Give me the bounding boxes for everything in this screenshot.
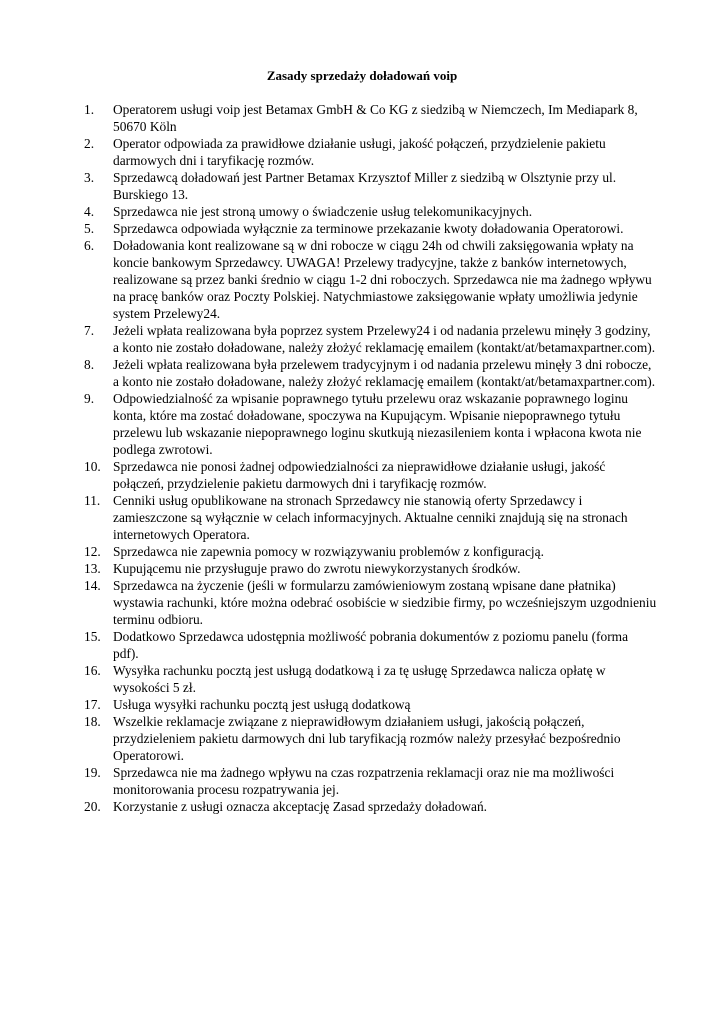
rule-number: 14. [84, 578, 101, 593]
rule-item [84, 798, 657, 815]
rule-number: 20. [84, 799, 101, 814]
rule-text: Dodatkowo Sprzedawca udostępnia możliwość pobrania dokumentów z poziomu panelu (forma pdf). [113, 629, 629, 661]
rule-item [84, 696, 657, 713]
rule-text: Korzystanie z usługi oznacza akceptację Zasad sprzedaży doładowań. [113, 799, 488, 814]
rule-text: Jeżeli wpłata realizowana była przelewem tradycyjnym i od nadania przelewu minęły 3 dni robocze, a konto nie zostało doładowane, należy złożyć reklamację emailem (kontakt/at/betamaxpartner.com). [113, 357, 656, 389]
rule-text: Sprzedawca na życzenie (jeśli w formularzu zamówieniowym zostaną wpisane dane płatnika) wystawia rachunki, które można odebrać osobiście w siedzibie firmy, po wcześniejszym uzgodnieniu terminu odbioru. [113, 578, 657, 627]
rule-number: 6. [84, 238, 95, 253]
rule-text: Odpowiedzialność za wpisanie poprawnego tytułu przelewu oraz wskazanie poprawnego loginu konta, które ma zostać doładowane, spoczywa na Kupującym. Wpisanie niepoprawnego tytułu przelewu lub wskazanie niepoprawnego loginu skutkują niezasileniem konta i wpłacona kwota nie podlega zwrotowi. [113, 391, 642, 457]
rule-number: 18. [84, 714, 101, 729]
rule-item [84, 764, 657, 798]
rule-item [84, 577, 657, 628]
rule-item [84, 543, 657, 560]
rule-number: 10. [84, 459, 101, 474]
rule-item [84, 220, 657, 237]
rule-item [84, 492, 657, 543]
rule-number: 5. [84, 221, 95, 236]
rule-number: 11. [84, 493, 101, 508]
rule-number: 4. [84, 204, 95, 219]
rule-item [84, 662, 657, 696]
rule-text: Sprzedawca nie ponosi żadnej odpowiedzialności za nieprawidłowe działanie usługi, jakość połączeń, przydzielenie pakietu darmowych dni i taryfikację rozmów. [113, 459, 606, 491]
rule-text: Sprzedawca nie ma żadnego wpływu na czas rozpatrzenia reklamacji oraz nie ma możliwości monitorowania procesu rozpatrywania jej. [113, 765, 615, 797]
rule-text: Doładowania kont realizowane są w dni robocze w ciągu 24h od chwili zaksięgowania wpłaty na koncie bankowym Sprzedawcy. UWAGA! Przelewy tradycyjne, także z banków internetowych, realizowane są przez banki średnio w ciągu 1-2 dni roboczych. Sprzedawca nie ma żadnego wpływu na pracę banków oraz Poczty Polskiej. Natychmiastowe zaksięgowanie wpłaty umożliwia jedynie system Przelewy24. [113, 238, 652, 321]
rule-text: Wszelkie reklamacje związane z nieprawidłowym działaniem usługi, jakością połączeń, przydzieleniem pakietu darmowych dni lub taryfikacją rozmów należy przesyłać bezpośrednio Operatorowi. [113, 714, 621, 763]
rule-text: Operatorem usługi voip jest Betamax GmbH & Co KG z siedzibą w Niemczech, Im Mediapark 8, 50670 Köln [113, 102, 638, 134]
rule-number: 3. [84, 170, 95, 185]
rule-item [84, 135, 657, 169]
rule-item [84, 322, 657, 356]
rule-item [84, 560, 657, 577]
rule-text: Sprzedawcą doładowań jest Partner Betamax Krzysztof Miller z siedzibą w Olsztynie przy ul. Burskiego 13. [113, 170, 617, 202]
rule-number: 12. [84, 544, 101, 559]
rule-item [84, 628, 657, 662]
rule-text: Kupującemu nie przysługuje prawo do zwrotu niewykorzystanych środków. [113, 561, 521, 576]
rule-number: 15. [84, 629, 101, 644]
rules-list [84, 101, 657, 815]
rule-text: Sprzedawca nie jest stroną umowy o świadczenie usług telekomunikacyjnych. [113, 204, 533, 219]
rule-text: Cenniki usług opublikowane na stronach Sprzedawcy nie stanowią oferty Sprzedawcy i zamieszczone są wyłącznie w celach informacyjnych. Aktualne cenniki znajdują się na stronach internetowych Operatora. [113, 493, 628, 542]
rule-number: 1. [84, 102, 95, 117]
rule-text: Wysyłka rachunku pocztą jest usługą dodatkową i za tę usługę Sprzedawca nalicza opłatę w wysokości 5 zł. [113, 663, 606, 695]
rule-number: 7. [84, 323, 95, 338]
rule-number: 8. [84, 357, 95, 372]
rule-item [84, 169, 657, 203]
rule-text: Operator odpowiada za prawidłowe działanie usługi, jakość połączeń, przydzielenie pakietu darmowych dni i taryfikację rozmów. [113, 136, 606, 168]
rule-number: 13. [84, 561, 101, 576]
rule-item [84, 237, 657, 322]
document-title: Zasady sprzedaży doładowań voip [266, 68, 458, 83]
rule-number: 16. [84, 663, 101, 678]
rule-number: 17. [84, 697, 101, 712]
rule-text: Sprzedawca odpowiada wyłącznie za terminowe przekazanie kwoty doładowania Operatorowi. [113, 221, 624, 236]
rule-text: Usługa wysyłki rachunku pocztą jest usługą dodatkową [113, 697, 411, 712]
rule-item [84, 101, 657, 135]
rule-item [84, 458, 657, 492]
rule-item [84, 356, 657, 390]
rule-item [84, 203, 657, 220]
rule-item [84, 390, 657, 458]
rule-text: Jeżeli wpłata realizowana była poprzez system Przelewy24 i od nadania przelewu minęły 3 godziny, a konto nie zostało doładowane, należy złożyć reklamację emailem (kontakt/at/betamaxpartner.com). [113, 323, 656, 355]
rule-text: Sprzedawca nie zapewnia pomocy w rozwiązywaniu problemów z konfiguracją. [113, 544, 544, 559]
rule-number: 2. [84, 136, 95, 151]
rule-item [84, 713, 657, 764]
rule-number: 19. [84, 765, 101, 780]
rule-number: 9. [84, 391, 95, 406]
